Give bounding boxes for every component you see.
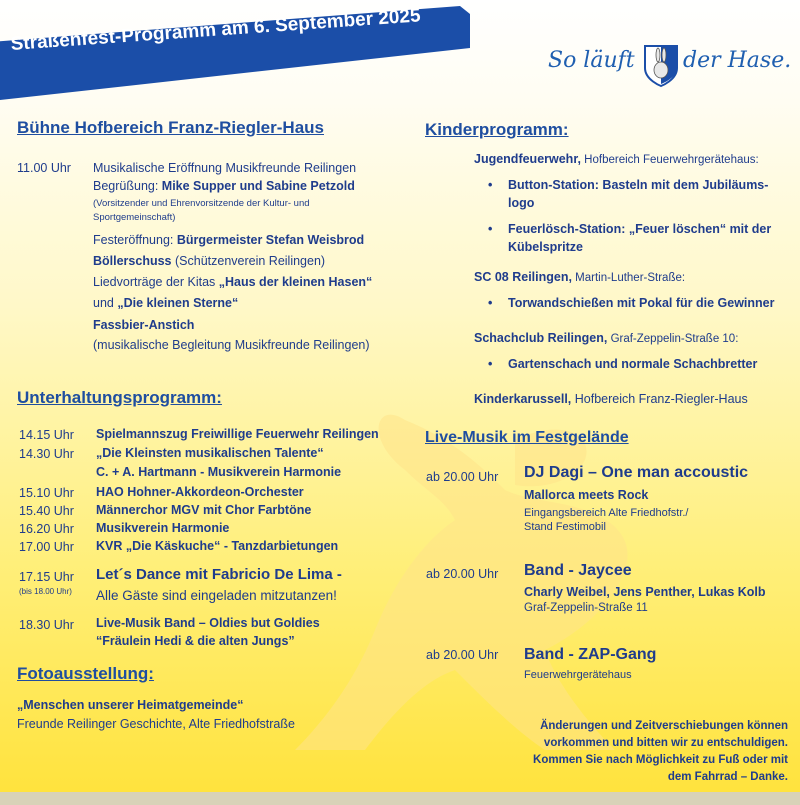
stage-line-6: Böllerschuss (Schützenverein Reilingen) (93, 254, 326, 268)
ent-item-2: „Die Kleinsten musikalischen Talente“ (96, 446, 324, 460)
stage-heading: Bühne Hofbereich Franz-Riegler-Haus (17, 118, 324, 137)
ent-item-4: HAO Hohner-Akkordeon-Orchester (96, 485, 304, 499)
photo-line-2: Freunde Reilinger Geschichte, Alte Friedhofstraße (17, 717, 295, 731)
live-act-3-line-1: Feuerwehrgerätehaus (524, 669, 632, 681)
kids-bullet-2: • Feuerlösch-Station: „Feuer löschen“ mit der (508, 222, 771, 236)
live-act-2-line-1: Charly Weibel, Jens Penther, Lukas Kolb (524, 585, 766, 599)
kids-bullet-1b: logo (508, 196, 535, 210)
stage-line-5: Festeröffnung: Bürgermeister Stefan Weisbrod (93, 233, 365, 247)
kids-group-2: SC 08 Reilingen, Martin-Luther-Straße: (474, 270, 686, 284)
kids-heading: Kinderprogramm: (425, 120, 569, 139)
live-time-3: ab 20.00 Uhr (426, 648, 499, 662)
ent-time-5: 15.40 Uhr (19, 504, 74, 518)
stage-line-2: Begrüßung: Mike Supper und Sabine Petzold (93, 179, 355, 193)
ent-item-3: C. + A. Hartmann - Musikverein Harmonie (96, 465, 342, 479)
slogan-right: der Hase. (683, 48, 792, 73)
kids-bullet-4: • Gartenschach und normale Schachbretter (508, 357, 757, 371)
live-act-3: Band - ZAP-Gang (524, 646, 657, 663)
ent-item-1: Spielmannszug Freiwillige Feuerwehr Reilingen (96, 427, 379, 441)
kids-bullet-2b: Kübelspritze (508, 240, 584, 254)
live-act-1-line-2: Eingangsbereich Alte Friedhofstr./ (524, 507, 689, 519)
ent-time-7: 17.00 Uhr (19, 540, 74, 554)
ent-time-6: 16.20 Uhr (19, 522, 74, 536)
ent-item-6: Musikverein Harmonie (96, 521, 230, 535)
ent-item-9b: “Fräulein Hedi & die alten Jungs” (96, 634, 295, 648)
notice-line-2: vorkommen und bitten wir zu entschuldigen. (543, 737, 788, 749)
live-heading: Live-Musik im Festgelände (425, 429, 629, 446)
entertainment-heading: Unterhaltungsprogramm: (17, 388, 222, 407)
change-notice (500, 718, 788, 786)
live-act-2: Band - Jaycee (524, 562, 632, 579)
photo-line-1: „Menschen unserer Heimatgemeinde“ (17, 698, 244, 712)
stage-time: 11.00 Uhr (17, 161, 71, 175)
notice-line-1: Änderungen und Zeitverschiebungen können (540, 720, 788, 732)
kids-bullet-3: • Torwandschießen mit Pokal für die Gewinner (508, 296, 775, 310)
page-title: Straßenfest-Programm am 6. September 2025 (10, 5, 422, 55)
ent-time-1: 14.15 Uhr (19, 428, 74, 442)
stage-line-4: Sportgemeinschaft) (93, 212, 176, 223)
bottom-edge (0, 792, 800, 805)
live-time-2: ab 20.00 Uhr (426, 567, 499, 581)
live-act-1: DJ Dagi – One man accoustic (524, 464, 749, 481)
notice-line-4: dem Fahrrad – Danke. (667, 771, 788, 783)
ent-time-4: 15.10 Uhr (19, 486, 74, 500)
stage-line-3: (Vorsitzender und Ehrenvorsitzende der Kultur- und (93, 198, 310, 209)
notice-line-3: Kommen Sie nach Möglichkeit zu Fuß oder mit (533, 754, 788, 766)
stage-line-9: Fassbier-Anstich (93, 318, 195, 332)
stage-line-1: Musikalische Eröffnung Musikfreunde Reilingen (93, 161, 357, 175)
kids-group-3: Schachclub Reilingen, Graf-Zeppelin-Straße 10: (474, 331, 739, 345)
ent-item-9: Live-Musik Band – Oldies but Goldies (96, 616, 320, 630)
ent-item-8: Let´s Dance mit Fabricio De Lima - (96, 566, 342, 583)
ent-item-5: Männerchor MGV mit Chor Farbtöne (96, 503, 312, 517)
ent-time-8: 17.15 Uhr (19, 570, 74, 584)
kids-group-4: Kinderkarussell, Hofbereich Franz-Riegler-Haus (474, 392, 748, 406)
ent-time-8-note: (bis 18.00 Uhr) (19, 587, 72, 596)
ent-item-8b: Alle Gäste sind eingeladen mitzutanzen! (96, 588, 337, 603)
hare-crest-icon (643, 44, 679, 88)
stage-line-8: und „Die kleinen Sterne“ (93, 296, 239, 310)
slogan-left: So läuft (548, 48, 635, 73)
ent-item-7: KVR „Die Käskuche“ - Tanzdarbietungen (96, 539, 339, 553)
kids-group-1: Jugendfeuerwehr, Hofbereich Feuerwehrgerätehaus: (474, 152, 759, 166)
live-act-2-line-2: Graf-Zeppelin-Straße 11 (524, 602, 648, 614)
live-time-1: ab 20.00 Uhr (426, 470, 499, 484)
stage-line-10: (musikalische Begleitung Musikfreunde Reilingen) (93, 338, 370, 352)
live-act-1-line-1: Mallorca meets Rock (524, 488, 649, 502)
stage-line-7: Liedvorträge der Kitas „Haus der kleinen Hasen“ (93, 275, 373, 289)
photo-heading: Fotoausstellung: (17, 664, 154, 683)
kids-bullet-1: • Button-Station: Basteln mit dem Jubiläums- (508, 178, 768, 192)
ent-time-9: 18.30 Uhr (19, 618, 74, 632)
ent-time-2: 14.30 Uhr (19, 447, 74, 461)
live-act-1-line-3: Stand Festimobil (524, 521, 606, 533)
